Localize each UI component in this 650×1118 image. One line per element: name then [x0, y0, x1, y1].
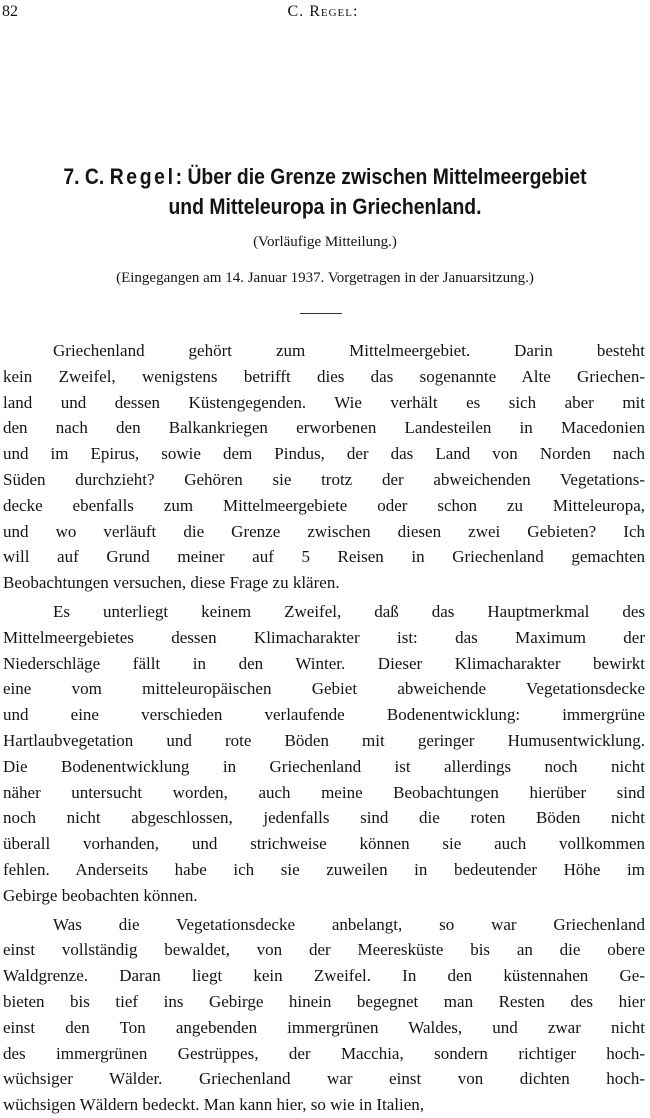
text-line: bieten bis tief ins Gebirge hinein begegnet man Resten des hier — [3, 991, 645, 1011]
text-line: Beobachtungen versuchen, diese Frage zu klären. — [3, 573, 340, 593]
text-line: und im Epirus, sowie dem Pindus, der das Land von Norden nach — [3, 444, 645, 464]
text-line: wüchsigen Wäldern bedeckt. Man kann hier, so wie in Italien, — [3, 1095, 425, 1115]
title-line-1 — [39, 162, 611, 192]
text-line: einst vollständig bewaldet, von der Meeresküste bis an die obere — [3, 940, 645, 960]
paragraph — [3, 599, 645, 909]
title-line-2: und Mitteleuropa in Griechenland. — [168, 194, 482, 219]
page-header — [2, 3, 644, 23]
text-line: und eine verschieden verlaufende Bodenentwicklung: immergrüne — [3, 705, 645, 725]
text-line: land und dessen Küstengegenden. Wie verhält es sich aber mit — [3, 392, 645, 412]
text-line: des immergrünen Gestrüppes, der Macchia, sondern richtiger hoch- — [3, 1043, 645, 1063]
text-line: und wo verläuft die Grenze zwischen diesen zwei Gebieten? Ich — [3, 521, 645, 541]
text-line: Hartlaubvegetation und rote Böden mit geringer Humusentwicklung. — [3, 730, 645, 750]
paragraph — [3, 338, 645, 596]
paragraph — [3, 912, 645, 1118]
text-line: einst den Ton angebenden immergrünen Waldes, und zwar nicht — [3, 1017, 645, 1037]
page-number: 82 — [2, 3, 18, 20]
text-line: decke ebenfalls zum Mittelmeergebiete oder schon zu Mitteleuropa, — [3, 495, 645, 515]
text-line: fehlen. Anderseits habe ich sie zuweilen in bedeutender Höhe im — [3, 859, 645, 879]
text-line: Niederschläge fällt in den Winter. Dieser Klimacharakter bewirkt — [3, 653, 645, 673]
article-number-author: 7. C. — [63, 164, 105, 189]
text-line: Mittelmeergebietes dessen Klimacharakter ist: das Maximum der — [3, 627, 645, 647]
text-line: Es unterliegt keinem Zweifel, daß das Hauptmerkmal des — [53, 601, 645, 621]
text-line: Süden durchzieht? Gehören sie trotz der abweichenden Vegetations- — [3, 469, 645, 489]
author-name: Regel — [109, 164, 176, 189]
title-text-line-1: : Über die Grenze zwischen Mittelmeergebiet — [175, 164, 587, 189]
text-line: Griechenland gehört zum Mittelmeergebiet. Darin besteht — [53, 341, 645, 360]
text-line: kein Zweifel, wenigstens betrifft dies das sogenannte Alte Griechen- — [3, 366, 645, 386]
article-subtitle: (Vorläufige Mitteilung.) — [253, 234, 397, 250]
text-line: Waldgrenze. Daran liegt kein Zweifel. In den küstennahen Ge- — [3, 966, 645, 986]
text-line: wüchsiger Wälder. Griechenland war einst von dichten hoch- — [3, 1069, 645, 1089]
text-line: noch nicht abgeschlossen, jedenfalls sind die roten Böden nicht — [3, 808, 645, 828]
running-head: C. Regel: — [287, 3, 359, 20]
text-line: will auf Grund meiner auf 5 Reisen in Griechenland gemachten — [3, 547, 645, 567]
text-line: Was die Vegetationsdecke anbelangt, so war Griechenland — [53, 914, 645, 934]
separator-rule — [300, 313, 342, 314]
received-note: (Eingegangen am 14. Januar 1937. Vorgetragen in der Januarsitzung.) — [116, 270, 534, 286]
text-line: eine vom mitteleuropäischen Gebiet abweichende Vegetationsdecke — [3, 679, 645, 699]
article-title — [39, 162, 611, 222]
article-body — [3, 338, 645, 1118]
text-line: Gebirge beobachten können. — [3, 885, 198, 905]
text-line: überall vorhanden, und strichweise können sie auch vollkommen — [3, 834, 645, 854]
text-line: Die Bodenentwicklung in Griechenland ist allerdings noch nicht — [3, 756, 645, 776]
text-line: näher untersucht worden, auch meine Beobachtungen hierüber sind — [3, 782, 645, 802]
text-line: den nach den Balkankriegen erworbenen Landesteilen in Macedonien — [3, 418, 645, 438]
